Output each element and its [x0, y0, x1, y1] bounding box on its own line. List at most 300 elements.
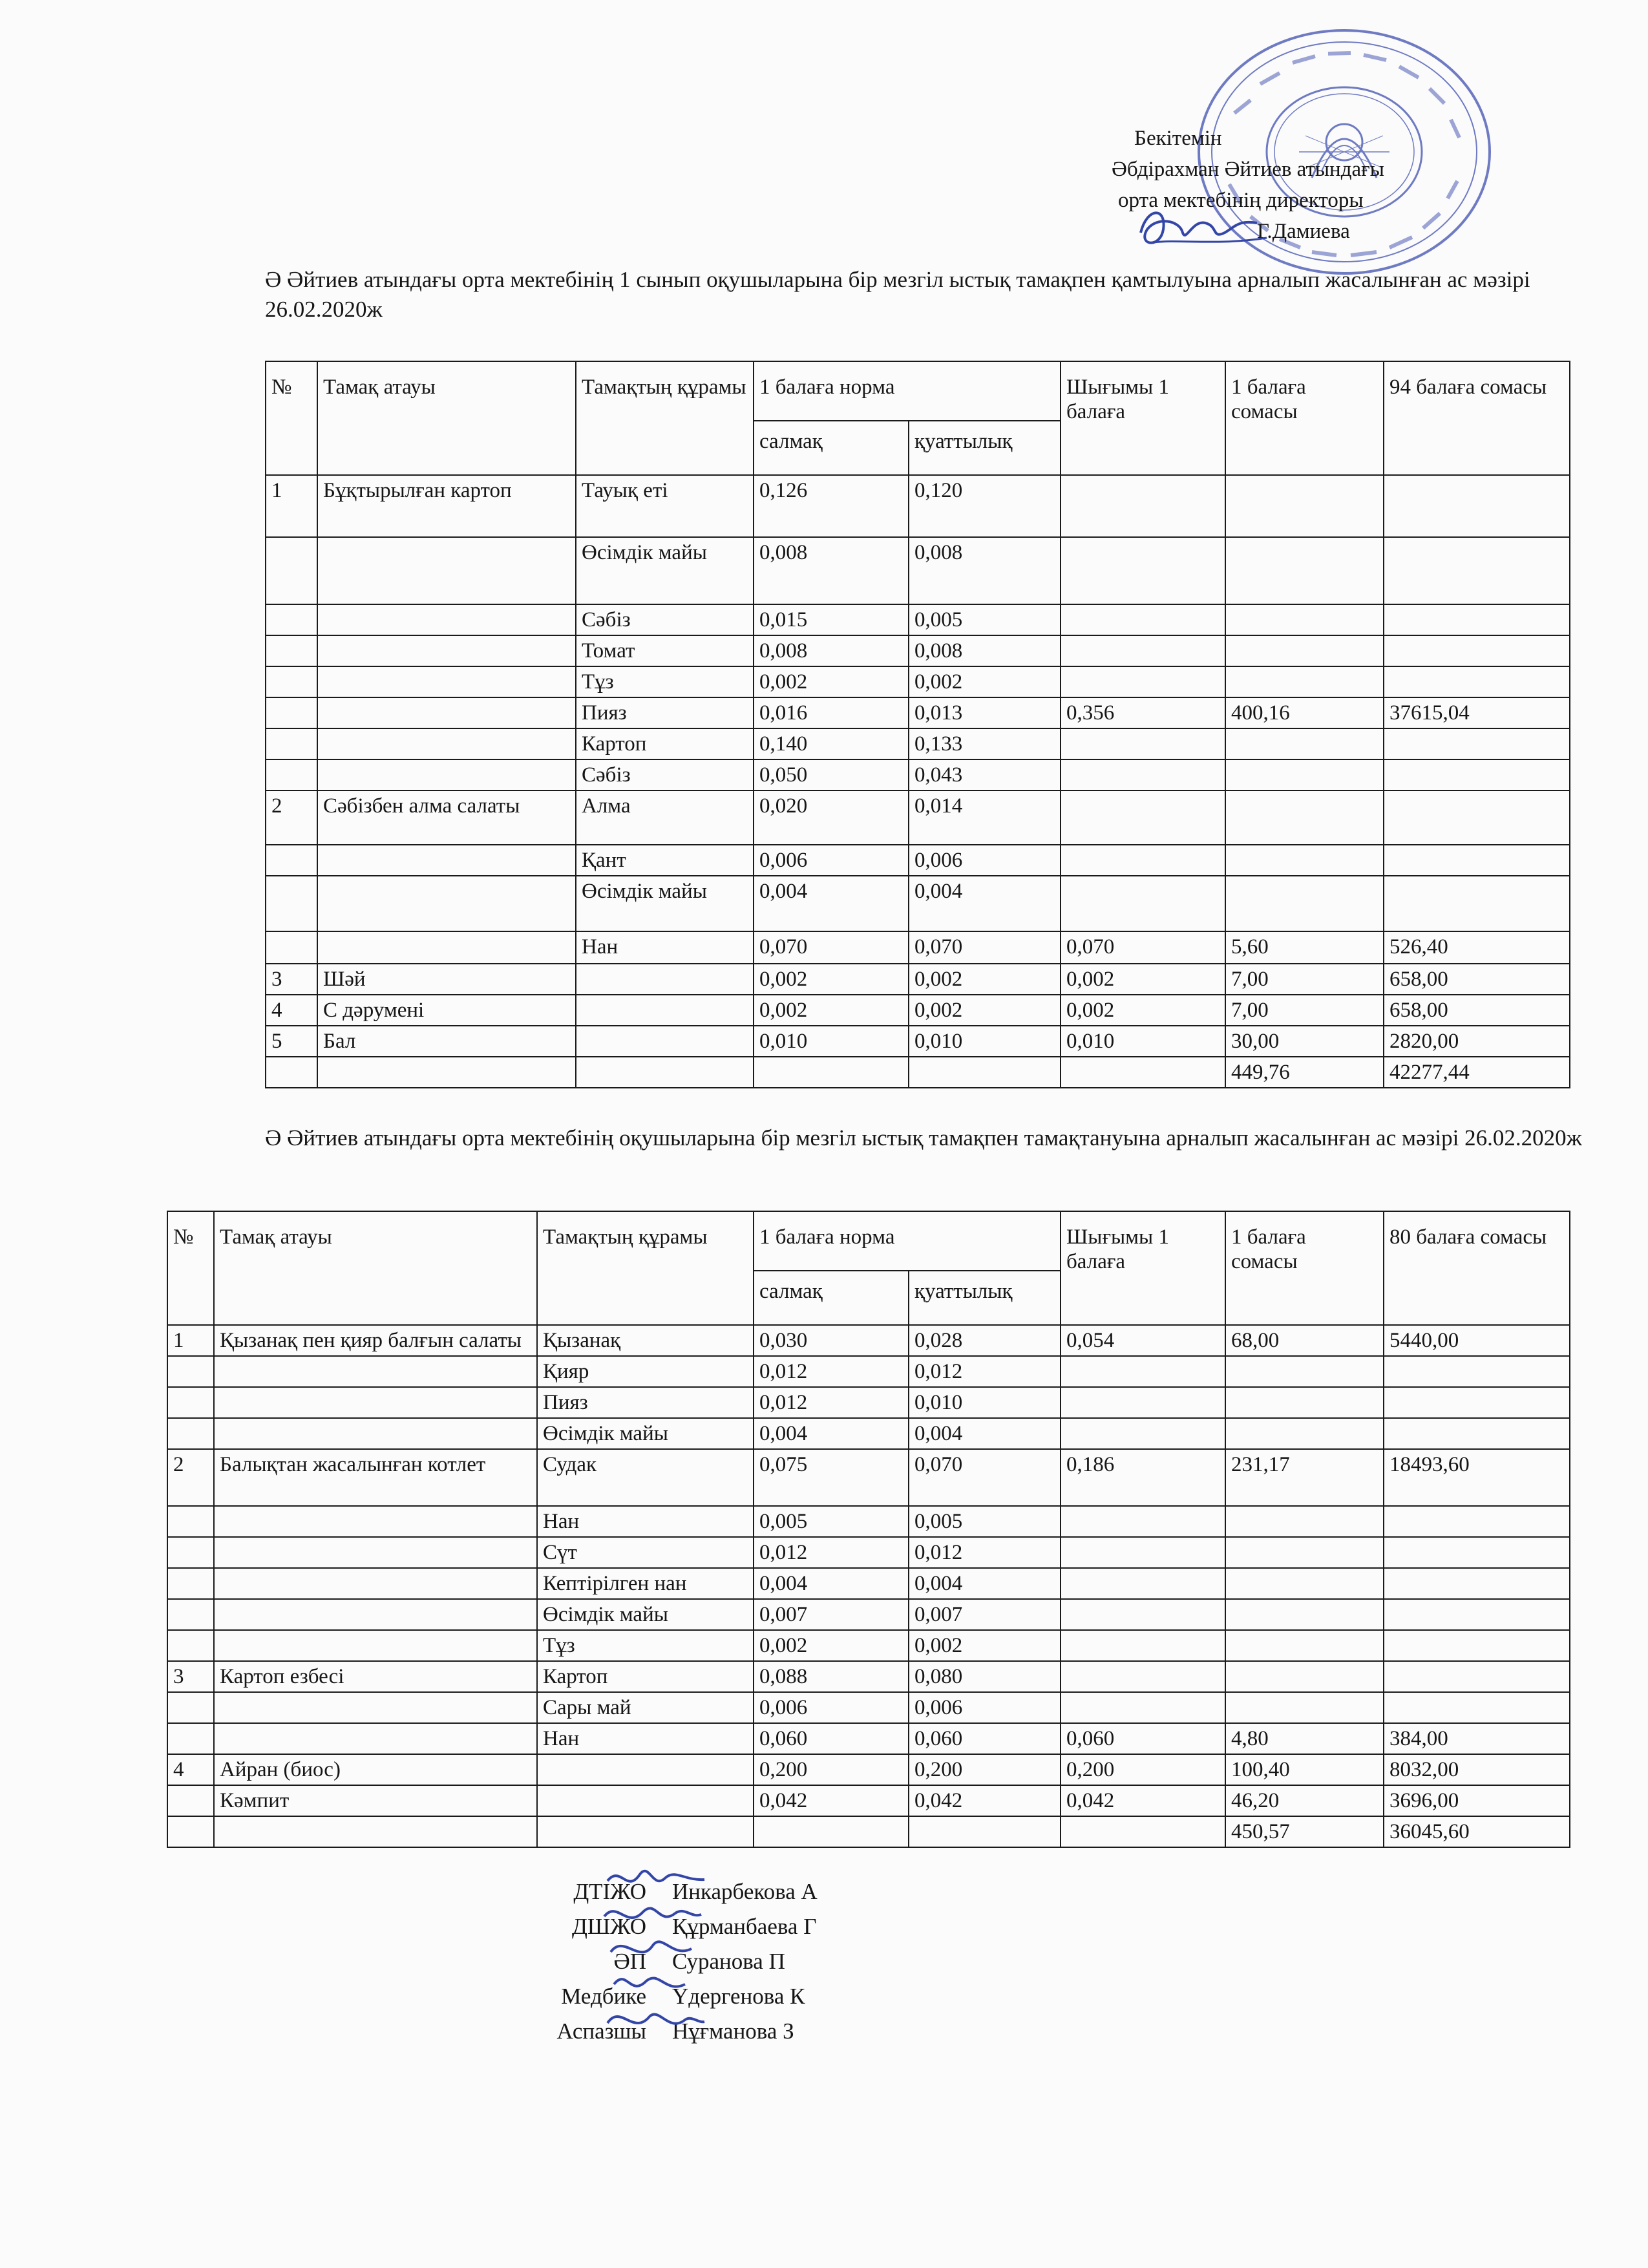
table-row: [167, 1449, 1570, 1506]
cell-energy: 0,008: [909, 635, 1061, 666]
cell-num: 4: [167, 1754, 214, 1785]
cell-energy: 0,120: [909, 475, 1061, 537]
cell-dish: [317, 635, 576, 666]
cell-price-one: [1225, 475, 1384, 537]
cell-price-one: [1225, 1537, 1384, 1568]
cell-price-one: [1225, 1387, 1384, 1418]
cell-energy: 0,070: [909, 931, 1061, 964]
cell-weight: 0,002: [754, 964, 909, 995]
cell-weight: 0,002: [754, 995, 909, 1026]
approval-school: Әбдірахман Әйтиев атындағы: [1112, 158, 1384, 181]
cell-weight: 0,004: [754, 876, 909, 931]
cell-ingredient: Нан: [576, 931, 754, 964]
cell-num: 2: [167, 1449, 214, 1506]
cell-price-total: [1384, 1661, 1570, 1692]
cell-num: [266, 1057, 317, 1088]
cell-output: 0,200: [1061, 1754, 1225, 1785]
cell-price-one: 7,00: [1225, 995, 1384, 1026]
cell-ingredient: Сүт: [537, 1537, 754, 1568]
cell-ingredient: Қияр: [537, 1356, 754, 1387]
staff-role: Аспазшы: [556, 2019, 646, 2044]
cell-price-total: 2820,00: [1384, 1026, 1570, 1057]
cell-price-total: [1384, 1506, 1570, 1537]
cell-price-total: [1384, 1356, 1570, 1387]
cell-output: 0,060: [1061, 1723, 1225, 1754]
cell-ingredient: Нан: [537, 1506, 754, 1537]
cell-energy: 0,042: [909, 1785, 1061, 1816]
table-row: [167, 1506, 1570, 1537]
cell-weight: [754, 1816, 909, 1847]
cell-output: 0,054: [1061, 1325, 1225, 1356]
cell-price-total: 3696,00: [1384, 1785, 1570, 1816]
cell-energy: 0,060: [909, 1723, 1061, 1754]
cell-dish: Қызанақ пен қияр балғын салаты: [214, 1325, 537, 1356]
cell-dish: [317, 1057, 576, 1088]
cell-num: [167, 1692, 214, 1723]
cell-price-one: [1225, 1630, 1384, 1661]
cell-price-one: [1225, 876, 1384, 931]
cell-ingredient: Алма: [576, 790, 754, 845]
cell-num: 1: [167, 1325, 214, 1356]
staff-role: ДТІЖО: [573, 1879, 646, 1904]
table1-body: [266, 475, 1570, 1088]
table-row: [266, 1057, 1570, 1088]
cell-price-one: [1225, 666, 1384, 697]
cell-num: [167, 1723, 214, 1754]
cell-dish: [317, 728, 576, 759]
cell-dish: [214, 1723, 537, 1754]
cell-dish: Бал: [317, 1026, 576, 1057]
table-row: [167, 1537, 1570, 1568]
cell-num: [167, 1785, 214, 1816]
cell-output: [1061, 1816, 1225, 1847]
menu-table-students: [167, 1211, 1570, 1848]
table2-body: [167, 1325, 1570, 1847]
cell-dish: [214, 1356, 537, 1387]
cell-price-total: [1384, 1537, 1570, 1568]
cell-weight: 0,050: [754, 759, 909, 790]
cell-dish: [317, 876, 576, 931]
cell-weight: 0,075: [754, 1449, 909, 1506]
cell-ingredient: Тұз: [576, 666, 754, 697]
cell-energy: 0,070: [909, 1449, 1061, 1506]
cell-num: [266, 931, 317, 964]
cell-num: [167, 1387, 214, 1418]
cell-price-total: [1384, 1630, 1570, 1661]
cell-weight: 0,060: [754, 1723, 909, 1754]
cell-weight: 0,010: [754, 1026, 909, 1057]
cell-num: [167, 1599, 214, 1630]
cell-weight: 0,016: [754, 697, 909, 728]
table-row: [266, 697, 1570, 728]
cell-energy: 0,010: [909, 1026, 1061, 1057]
cell-ingredient: Қызанақ: [537, 1325, 754, 1356]
table-row: [266, 666, 1570, 697]
cell-output: [1061, 1661, 1225, 1692]
cell-num: 3: [266, 964, 317, 995]
cell-price-one: [1225, 1568, 1384, 1599]
cell-ingredient: [537, 1754, 754, 1785]
cell-weight: 0,012: [754, 1356, 909, 1387]
cell-energy: 0,002: [909, 964, 1061, 995]
table-row: [167, 1692, 1570, 1723]
cell-energy: 0,012: [909, 1356, 1061, 1387]
staff-role: ДШЖО: [572, 1914, 646, 1939]
cell-price-one: 449,76: [1225, 1057, 1384, 1088]
cell-num: [167, 1816, 214, 1847]
cell-dish: [317, 759, 576, 790]
cell-price-total: [1384, 759, 1570, 790]
cell-output: [1061, 1356, 1225, 1387]
table-row: [266, 635, 1570, 666]
cell-price-one: [1225, 790, 1384, 845]
cell-energy: 0,002: [909, 666, 1061, 697]
cell-dish: Балықтан жасалынған котлет: [214, 1449, 537, 1506]
cell-price-total: [1384, 1568, 1570, 1599]
cell-ingredient: Сары май: [537, 1692, 754, 1723]
cell-ingredient: Пияз: [537, 1387, 754, 1418]
cell-ingredient: Картоп: [576, 728, 754, 759]
cell-energy: 0,200: [909, 1754, 1061, 1785]
cell-ingredient: Картоп: [537, 1661, 754, 1692]
cell-energy: 0,008: [909, 537, 1061, 604]
table-row: [266, 876, 1570, 931]
cell-dish: [317, 931, 576, 964]
cell-output: [1061, 845, 1225, 876]
cell-weight: 0,006: [754, 1692, 909, 1723]
table-row: [266, 728, 1570, 759]
cell-num: [266, 759, 317, 790]
cell-price-total: [1384, 1418, 1570, 1449]
cell-ingredient: Пияз: [576, 697, 754, 728]
cell-weight: 0,200: [754, 1754, 909, 1785]
col-energy-header: қуаттылық: [909, 1271, 1061, 1325]
cell-ingredient: [576, 1057, 754, 1088]
cell-price-one: [1225, 1599, 1384, 1630]
cell-weight: 0,140: [754, 728, 909, 759]
cell-weight: 0,015: [754, 604, 909, 635]
cell-output: [1061, 728, 1225, 759]
cell-output: [1061, 790, 1225, 845]
col-composition-header: Тамақтың құрамы: [576, 361, 754, 475]
cell-price-total: [1384, 635, 1570, 666]
cell-price-total: [1384, 1387, 1570, 1418]
cell-output: 0,070: [1061, 931, 1225, 964]
cell-output: [1061, 759, 1225, 790]
cell-energy: 0,080: [909, 1661, 1061, 1692]
cell-price-one: [1225, 845, 1384, 876]
cell-output: [1061, 537, 1225, 604]
table2-title: Ә Әйтиев атындағы орта мектебінің оқушыларына бір мезгіл ыстық тамақпен тамақтануына арналып жасалынған ас мәзірі 26.02.2020ж: [265, 1125, 1582, 1150]
cell-energy: 0,005: [909, 1506, 1061, 1537]
cell-energy: 0,004: [909, 876, 1061, 931]
table-row: [167, 1723, 1570, 1754]
cell-num: [167, 1506, 214, 1537]
cell-price-one: 46,20: [1225, 1785, 1384, 1816]
cell-dish: [317, 845, 576, 876]
cell-output: [1061, 666, 1225, 697]
cell-price-total: [1384, 1692, 1570, 1723]
cell-weight: 0,006: [754, 845, 909, 876]
col-dish-header: Тамақ атауы: [317, 361, 576, 475]
cell-price-total: 36045,60: [1384, 1816, 1570, 1847]
cell-ingredient: [537, 1816, 754, 1847]
cell-dish: [214, 1630, 537, 1661]
cell-num: [167, 1418, 214, 1449]
cell-dish: [214, 1506, 537, 1537]
cell-energy: 0,004: [909, 1418, 1061, 1449]
cell-output: [1061, 1506, 1225, 1537]
table-row: [266, 475, 1570, 537]
cell-price-one: 450,57: [1225, 1816, 1384, 1847]
cell-price-one: 400,16: [1225, 697, 1384, 728]
table-row: [167, 1754, 1570, 1785]
cell-price-total: 5440,00: [1384, 1325, 1570, 1356]
cell-dish: [317, 666, 576, 697]
director-signature: [1128, 194, 1276, 265]
cell-dish: Шәй: [317, 964, 576, 995]
cell-weight: 0,004: [754, 1568, 909, 1599]
cell-weight: 0,004: [754, 1418, 909, 1449]
table1-title: Ә Әйтиев атындағы орта мектебінің 1 сынып оқушыларына бір мезгіл ыстық тамақпен қамтылуына арналып жасалынған ас мәзірі 26.02.2020ж: [265, 267, 1530, 322]
cell-price-one: [1225, 759, 1384, 790]
table-row: [266, 1026, 1570, 1057]
cell-energy: [909, 1816, 1061, 1847]
cell-dish: [214, 1692, 537, 1723]
table-row: [266, 995, 1570, 1026]
cell-dish: Айран (биос): [214, 1754, 537, 1785]
staff-handwritten-signatures: [595, 1861, 711, 2055]
cell-price-one: [1225, 635, 1384, 666]
cell-energy: 0,007: [909, 1599, 1061, 1630]
cell-price-total: 18493,60: [1384, 1449, 1570, 1506]
cell-weight: 0,002: [754, 1630, 909, 1661]
cell-price-one: 100,40: [1225, 1754, 1384, 1785]
table-row: [266, 964, 1570, 995]
cell-num: 5: [266, 1026, 317, 1057]
cell-dish: [214, 1418, 537, 1449]
table-row: [167, 1599, 1570, 1630]
cell-price-one: [1225, 1356, 1384, 1387]
cell-price-one: 68,00: [1225, 1325, 1384, 1356]
cell-output: 0,010: [1061, 1026, 1225, 1057]
cell-output: [1061, 1418, 1225, 1449]
cell-output: [1061, 1387, 1225, 1418]
cell-ingredient: Өсімдік майы: [537, 1599, 754, 1630]
cell-dish: С дәрумені: [317, 995, 576, 1026]
staff-role: Медбике: [561, 1984, 646, 2009]
cell-energy: 0,006: [909, 845, 1061, 876]
staff-role: ӘП: [613, 1949, 646, 1974]
cell-output: [1061, 1537, 1225, 1568]
cell-energy: 0,013: [909, 697, 1061, 728]
cell-ingredient: [537, 1785, 754, 1816]
cell-weight: 0,008: [754, 635, 909, 666]
cell-energy: 0,002: [909, 995, 1061, 1026]
cell-energy: 0,012: [909, 1537, 1061, 1568]
cell-energy: 0,006: [909, 1692, 1061, 1723]
cell-price-total: [1384, 537, 1570, 604]
cell-num: [266, 537, 317, 604]
cell-dish: [317, 604, 576, 635]
cell-price-one: [1225, 728, 1384, 759]
cell-num: [266, 845, 317, 876]
cell-price-one: [1225, 1661, 1384, 1692]
cell-price-total: 8032,00: [1384, 1754, 1570, 1785]
table-row: [167, 1356, 1570, 1387]
cell-dish: [214, 1387, 537, 1418]
cell-ingredient: Нан: [537, 1723, 754, 1754]
cell-dish: Бұқтырылған картоп: [317, 475, 576, 537]
table-row: [167, 1418, 1570, 1449]
cell-dish: [214, 1599, 537, 1630]
cell-price-total: [1384, 790, 1570, 845]
cell-num: [167, 1568, 214, 1599]
cell-energy: 0,043: [909, 759, 1061, 790]
cell-ingredient: Кептірілген нан: [537, 1568, 754, 1599]
cell-price-one: 5,60: [1225, 931, 1384, 964]
cell-output: [1061, 635, 1225, 666]
cell-output: [1061, 475, 1225, 537]
cell-price-total: 37615,04: [1384, 697, 1570, 728]
cell-weight: 0,126: [754, 475, 909, 537]
cell-energy: 0,005: [909, 604, 1061, 635]
cell-price-total: 526,40: [1384, 931, 1570, 964]
col-output-header: Шығымы 1 балаға: [1061, 361, 1225, 475]
cell-price-one: 7,00: [1225, 964, 1384, 995]
cell-price-one: [1225, 1692, 1384, 1723]
cell-energy: 0,002: [909, 1630, 1061, 1661]
cell-ingredient: Өсімдік майы: [576, 537, 754, 604]
cell-weight: 0,007: [754, 1599, 909, 1630]
cell-dish: [214, 1568, 537, 1599]
cell-ingredient: Тұз: [537, 1630, 754, 1661]
table-row: [167, 1387, 1570, 1418]
col-weight-header: салмақ: [754, 421, 909, 475]
cell-price-one: 231,17: [1225, 1449, 1384, 1506]
col-weight-header: салмақ: [754, 1271, 909, 1325]
cell-energy: 0,014: [909, 790, 1061, 845]
cell-dish: [214, 1537, 537, 1568]
cell-num: 2: [266, 790, 317, 845]
cell-ingredient: Қант: [576, 845, 754, 876]
approval-director-name: Г.Дамиева: [1257, 220, 1350, 243]
cell-weight: [754, 1057, 909, 1088]
cell-dish: [317, 537, 576, 604]
cell-price-total: [1384, 604, 1570, 635]
cell-output: 0,042: [1061, 1785, 1225, 1816]
cell-energy: 0,133: [909, 728, 1061, 759]
cell-output: [1061, 604, 1225, 635]
col-norm-header: 1 балаға норма: [754, 1211, 1061, 1271]
cell-dish: Сәбізбен алма салаты: [317, 790, 576, 845]
cell-price-total: 658,00: [1384, 964, 1570, 995]
col-composition-header: Тамақтың құрамы: [537, 1211, 754, 1325]
cell-ingredient: [576, 964, 754, 995]
cell-weight: 0,070: [754, 931, 909, 964]
table-row: [266, 931, 1570, 964]
cell-ingredient: Тауық еті: [576, 475, 754, 537]
cell-ingredient: Томат: [576, 635, 754, 666]
cell-weight: 0,005: [754, 1506, 909, 1537]
cell-num: 4: [266, 995, 317, 1026]
cell-energy: 0,004: [909, 1568, 1061, 1599]
cell-energy: 0,010: [909, 1387, 1061, 1418]
cell-weight: 0,012: [754, 1387, 909, 1418]
table-header-row: [266, 361, 1570, 421]
staff-name: Құрманбаева Г: [672, 1914, 817, 1939]
cell-energy: 0,028: [909, 1325, 1061, 1356]
cell-price-one: [1225, 604, 1384, 635]
table-header-row: [167, 1211, 1570, 1271]
col-num-header: №: [266, 361, 317, 475]
cell-num: 3: [167, 1661, 214, 1692]
cell-output: [1061, 1630, 1225, 1661]
table-row: [266, 845, 1570, 876]
cell-num: [266, 697, 317, 728]
cell-price-total: [1384, 876, 1570, 931]
cell-num: [167, 1356, 214, 1387]
cell-output: [1061, 1692, 1225, 1723]
table-row: [167, 1816, 1570, 1847]
col-output-header: Шығымы 1 балаға: [1061, 1211, 1225, 1325]
cell-price-total: [1384, 666, 1570, 697]
staff-name: Нұғманова З: [672, 2019, 794, 2044]
cell-num: 1: [266, 475, 317, 537]
table-row: [266, 759, 1570, 790]
cell-num: [266, 728, 317, 759]
cell-ingredient: Сәбіз: [576, 604, 754, 635]
cell-price-total: 384,00: [1384, 1723, 1570, 1754]
col-energy-header: қуаттылық: [909, 421, 1061, 475]
cell-weight: 0,012: [754, 1537, 909, 1568]
col-dish-header: Тамақ атауы: [214, 1211, 537, 1325]
col-norm-header: 1 балаға норма: [754, 361, 1061, 421]
cell-ingredient: Сәбіз: [576, 759, 754, 790]
table-row: [167, 1325, 1570, 1356]
cell-dish: Картоп езбесі: [214, 1661, 537, 1692]
table-row: [266, 604, 1570, 635]
cell-price-total: 658,00: [1384, 995, 1570, 1026]
table-row: [167, 1630, 1570, 1661]
cell-dish: [214, 1816, 537, 1847]
cell-output: [1061, 1057, 1225, 1088]
cell-output: [1061, 1568, 1225, 1599]
cell-ingredient: Өсімдік майы: [537, 1418, 754, 1449]
cell-ingredient: [576, 995, 754, 1026]
cell-energy: [909, 1057, 1061, 1088]
cell-num: [167, 1630, 214, 1661]
col-price1-header: 1 балаға сомасы: [1225, 361, 1384, 475]
cell-output: 0,002: [1061, 964, 1225, 995]
cell-ingredient: Өсімдік майы: [576, 876, 754, 931]
staff-name: Инкарбекова А: [672, 1879, 818, 1904]
cell-price-total: [1384, 475, 1570, 537]
cell-weight: 0,030: [754, 1325, 909, 1356]
table-row: [167, 1661, 1570, 1692]
table-row: [167, 1568, 1570, 1599]
cell-num: [266, 876, 317, 931]
cell-output: [1061, 1599, 1225, 1630]
cell-num: [266, 666, 317, 697]
cell-dish: Кәмпит: [214, 1785, 537, 1816]
table-row: [167, 1785, 1570, 1816]
cell-weight: 0,002: [754, 666, 909, 697]
cell-output: 0,002: [1061, 995, 1225, 1026]
cell-weight: 0,020: [754, 790, 909, 845]
cell-num: [266, 604, 317, 635]
cell-output: 0,356: [1061, 697, 1225, 728]
